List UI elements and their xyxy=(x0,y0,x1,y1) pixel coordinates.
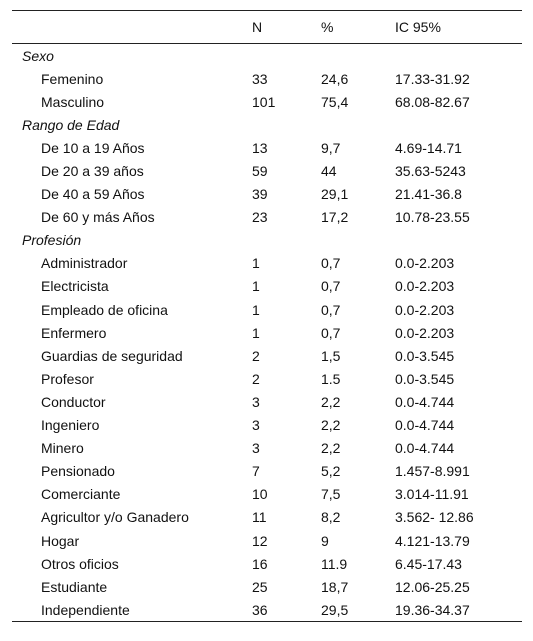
table-row xyxy=(12,298,522,321)
row-n: 2 xyxy=(252,370,260,387)
group-title: Sexo xyxy=(22,47,54,64)
row-percent: 0,7 xyxy=(321,301,341,318)
group-title: Rango de Edad xyxy=(22,116,120,133)
data-table xyxy=(12,10,522,622)
table-row xyxy=(12,460,522,483)
table-row xyxy=(12,275,522,298)
table-row xyxy=(12,506,522,529)
row-n: 25 xyxy=(252,578,268,595)
row-ic95: 0.0-2.203 xyxy=(395,301,455,318)
row-n: 2 xyxy=(252,347,260,364)
row-n: 39 xyxy=(252,186,268,203)
row-ic95: 35.63-5243 xyxy=(395,163,466,180)
row-n: 3 xyxy=(252,440,260,457)
row-label: Masculino xyxy=(41,93,105,110)
row-label: De 60 y más Años xyxy=(41,209,155,226)
row-ic95: 0.0-4.744 xyxy=(395,393,455,410)
row-n: 3 xyxy=(252,393,260,410)
row-percent: 0,7 xyxy=(321,255,341,272)
header-label xyxy=(12,11,252,44)
row-percent: 7,5 xyxy=(321,486,341,503)
row-ic95: 21.41-36.8 xyxy=(395,186,462,203)
row-n: 33 xyxy=(252,70,268,87)
row-n: 1 xyxy=(252,278,260,295)
row-percent: 2,2 xyxy=(321,440,341,457)
row-ic95: 0.0-3.545 xyxy=(395,347,455,364)
row-percent: 9,7 xyxy=(321,139,341,156)
row-n: 23 xyxy=(252,209,268,226)
row-percent: 5,2 xyxy=(321,463,341,480)
row-n: 36 xyxy=(252,598,321,622)
table-row xyxy=(12,159,522,182)
row-percent: 29,5 xyxy=(321,598,395,622)
table-body xyxy=(12,44,522,622)
row-n: 3 xyxy=(252,417,260,434)
row-ic95: 3.562- 12.86 xyxy=(395,509,474,526)
table-row xyxy=(12,390,522,413)
table-row xyxy=(12,414,522,437)
row-percent: 17,2 xyxy=(321,209,349,226)
header-n: N xyxy=(252,19,263,35)
row-label: Guardias de seguridad xyxy=(41,347,183,364)
row-percent: 2,2 xyxy=(321,417,341,434)
row-percent: 8,2 xyxy=(321,509,341,526)
row-percent: 0,7 xyxy=(321,324,341,341)
row-ic95: 0.0-4.744 xyxy=(395,440,455,457)
row-percent: 1.5 xyxy=(321,370,341,387)
row-n: 1 xyxy=(252,301,260,318)
row-n: 101 xyxy=(252,93,276,110)
row-ic95: 17.33-31.92 xyxy=(395,70,470,87)
row-ic95: 0.0-2.203 xyxy=(395,255,455,272)
table-row xyxy=(12,136,522,159)
row-n: 59 xyxy=(252,163,268,180)
row-ic95: 10.78-23.55 xyxy=(395,209,470,226)
table-row xyxy=(12,483,522,506)
group-row xyxy=(12,113,522,136)
row-label: Ingeniero xyxy=(41,417,100,434)
row-n: 12 xyxy=(252,532,268,549)
row-percent: 2,2 xyxy=(321,393,341,410)
row-n: 1 xyxy=(252,324,260,341)
row-ic95: 1.457-8.991 xyxy=(395,463,470,480)
row-percent: 11.9 xyxy=(321,555,348,572)
row-label: Profesor xyxy=(41,370,94,387)
row-n: 13 xyxy=(252,139,268,156)
row-ic95: 0.0-4.744 xyxy=(395,417,455,434)
row-label: Comerciante xyxy=(41,486,121,503)
row-label: Otros oficios xyxy=(41,555,119,572)
row-ic95: 0.0-3.545 xyxy=(395,370,455,387)
row-percent: 1,5 xyxy=(321,347,341,364)
row-ic95: 68.08-82.67 xyxy=(395,93,470,110)
row-label: Agricultor y/o Ganadero xyxy=(41,509,189,526)
row-ic95: 19.36-34.37 xyxy=(395,598,522,622)
table-row xyxy=(12,575,522,598)
row-label: Femenino xyxy=(41,70,104,87)
group-title: Profesión xyxy=(22,232,82,249)
row-ic95: 6.45-17.43 xyxy=(395,555,462,572)
row-label: De 20 a 39 años xyxy=(41,163,144,180)
header-row xyxy=(12,11,522,44)
row-percent: 0,7 xyxy=(321,278,341,295)
table-row xyxy=(12,529,522,552)
row-percent: 44 xyxy=(321,163,337,180)
table-row xyxy=(12,67,522,90)
table-row xyxy=(12,367,522,390)
row-label: Minero xyxy=(41,440,84,457)
row-label: Empleado de oficina xyxy=(41,301,168,318)
row-label: De 40 a 59 Años xyxy=(41,186,145,203)
row-label: Hogar xyxy=(41,532,80,549)
table-row xyxy=(12,437,522,460)
row-n: 10 xyxy=(252,486,268,503)
header-percent: % xyxy=(321,19,334,35)
row-ic95: 0.0-2.203 xyxy=(395,278,455,295)
row-ic95: 3.014-11.91 xyxy=(395,486,469,503)
row-n: 16 xyxy=(252,555,268,572)
row-label: Electricista xyxy=(41,278,109,295)
group-row xyxy=(12,44,522,68)
row-percent: 24,6 xyxy=(321,70,349,87)
table-row xyxy=(12,206,522,229)
row-ic95: 4.121-13.79 xyxy=(395,532,470,549)
row-label: Independiente xyxy=(12,598,252,622)
table-row xyxy=(12,552,522,575)
table-row xyxy=(12,598,522,622)
row-percent: 9 xyxy=(321,532,329,549)
row-ic95: 12.06-25.25 xyxy=(395,578,470,595)
row-n: 1 xyxy=(252,255,260,272)
row-ic95: 4.69-14.71 xyxy=(395,139,462,156)
row-label: Administrador xyxy=(41,255,128,272)
header-ic95: IC 95% xyxy=(395,19,441,35)
row-label: Pensionado xyxy=(41,463,115,480)
row-n: 7 xyxy=(252,463,260,480)
table-row xyxy=(12,183,522,206)
group-row xyxy=(12,229,522,252)
table-row xyxy=(12,90,522,113)
row-percent: 29,1 xyxy=(321,186,349,203)
row-label: Conductor xyxy=(41,393,106,410)
row-percent: 18,7 xyxy=(321,578,349,595)
row-percent: 75,4 xyxy=(321,93,349,110)
row-n: 11 xyxy=(252,509,267,526)
table-row xyxy=(12,321,522,344)
row-label: De 10 a 19 Años xyxy=(41,139,145,156)
row-label: Enfermero xyxy=(41,324,107,341)
row-label: Estudiante xyxy=(41,578,108,595)
row-ic95: 0.0-2.203 xyxy=(395,324,455,341)
table-header xyxy=(12,11,522,44)
table-row xyxy=(12,344,522,367)
table-row xyxy=(12,252,522,275)
